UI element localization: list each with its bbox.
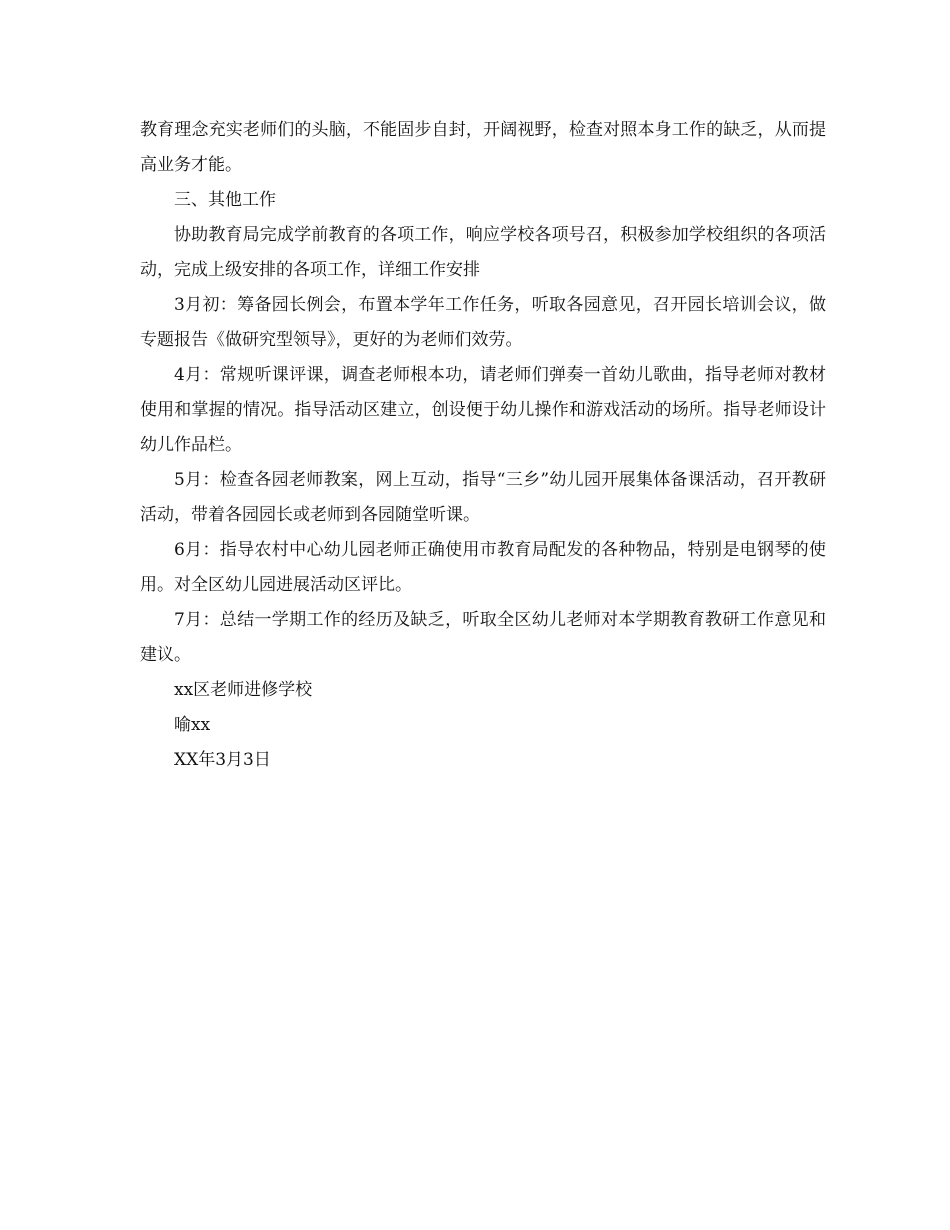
section-heading-other-work: 三、其他工作 [174,190,276,210]
paragraph-may: 5月：检查各园老师教案，网上互动，指导“三乡”幼儿园开展集体备课活动，召开教研活动，带着各园园长或老师到各园随堂听课。 [140,470,826,525]
paragraph-march: 3月初：筹备园长例会，布置本学年工作任务，听取各园意见，召开园长培训会议，做专题报告《做研究型领导》，更好的为老师们效劳。 [140,295,826,350]
document-body [140,113,826,778]
signature-name: 喻xx [174,715,211,735]
paragraph-july: 7月：总结一学期工作的经历及缺乏，听取全区幼儿老师对本学期教育教研工作意见和建议。 [140,610,826,665]
paragraph-continuation: 教育理念充实老师们的头脑，不能固步自封，开阔视野，检查对照本身工作的缺乏，从而提高业务才能。 [140,120,826,175]
signature-organization: xx区老师进修学校 [174,680,313,700]
paragraph-april: 4月：常规听课评课，调查老师根本功，请老师们弹奏一首幼儿歌曲，指导老师对教材使用和掌握的情况。指导活动区建立，创设便于幼儿操作和游戏活动的场所。指导老师设计幼儿作品栏。 [140,365,826,455]
paragraph-june: 6月：指导农村中心幼儿园老师正确使用市教育局配发的各种物品，特别是电钢琴的使用。对全区幼儿园进展活动区评比。 [140,540,826,595]
signature-date: XX年3月3日 [174,750,271,770]
paragraph-assist-bureau: 协助教育局完成学前教育的各项工作，响应学校各项号召，积极参加学校组织的各项活动，完成上级安排的各项工作，详细工作安排 [140,225,826,280]
